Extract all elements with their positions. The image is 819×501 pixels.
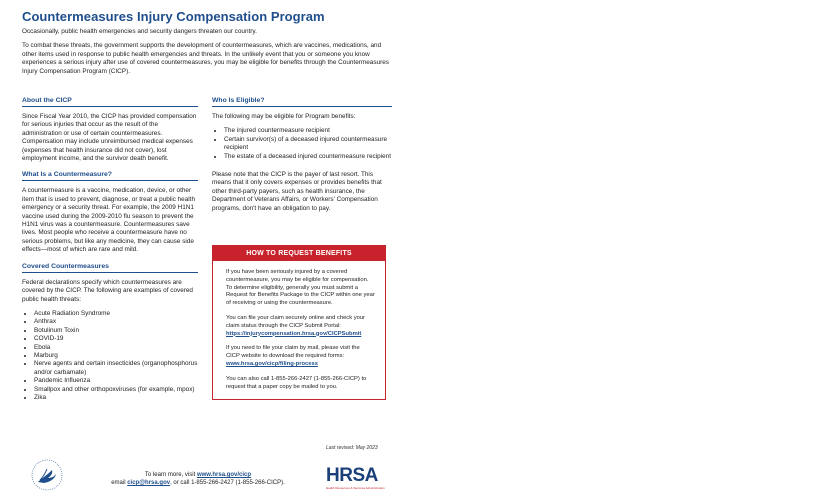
- hhs-eagle-logo: [30, 458, 64, 492]
- covered-list: [22, 310, 198, 402]
- eligible-text: The following may be eligible for Program benefits:: [212, 113, 356, 120]
- list-item: • Certain survivor(s) of a deceased injured countermeasure recipient: [224, 136, 392, 153]
- list-item: • Ebola: [34, 344, 198, 352]
- list-item: • Acute Radiation Syndrome: [34, 310, 198, 318]
- hrsa-logo: [326, 466, 388, 490]
- what-heading: What Is a Countermeasure?: [22, 171, 198, 181]
- request-paragraph-3: [226, 345, 375, 368]
- covered-text: Federal declarations specify which countermeasures are covered by the CICP. The following are examples of covered public health threats:: [22, 278, 193, 303]
- list-item: • Marburg: [34, 352, 198, 360]
- covered-heading: Covered Countermeasures: [22, 263, 198, 273]
- hrsa-wordmark: HRSA: [326, 465, 378, 486]
- what-text: A countermeasure is a vaccine, medication, device, or other item that is used to prevent, diagnose, or treat a public health emergency or a security threat. For example, the 2009 H1N1 vaccine used during the 2009-2010 flu season to prevent the H1N1 virus was a countermeasure. Countermeasures save lives. Most people who receive a countermeasure have no serious problems, but like any medicine, they can cause side effects—most of which are rare and mild.: [22, 187, 196, 254]
- request-heading: HOW TO REQUEST BENEFITS: [213, 246, 385, 261]
- eligible-heading: Who Is Eligible?: [212, 97, 392, 107]
- request-paragraph-4: You can also call 1-855-266-2427 (1-855-266-CICP) to request that a paper copy be mailed to you.: [226, 375, 367, 390]
- eligible-list: [212, 127, 392, 161]
- request-benefits-box: [212, 245, 386, 400]
- list-item: • Smallpox and other orthopoxviruses (for example, mpox): [34, 386, 198, 394]
- list-item: • Botulinum Toxin: [34, 327, 198, 335]
- request-p2-text: You can file your claim securely online and check your claim status through the CICP Submit Portal:: [226, 314, 365, 329]
- email-suffix: , or call 1-855-266-2427 (1-855-266-CICP).: [170, 480, 285, 486]
- footer: [0, 458, 819, 498]
- page-title: Countermeasures Injury Compensation Program: [22, 9, 325, 24]
- list-item: • Pandemic Influenza: [34, 377, 198, 385]
- list-item: • The estate of a deceased injured countermeasure recipient: [224, 153, 392, 161]
- email-link[interactable]: cicp@hrsa.gov: [127, 480, 171, 486]
- learn-more-text: [103, 471, 293, 487]
- eligible-note: Please note that the CICP is the payer of last resort. This means that it only covers expenses or provides benefits that other third-party payers, such as health insurance, the Department of Veterans Affairs, or Workers' Compensation programs, don't have an obligation to pay.: [212, 171, 382, 212]
- cicp-submit-link[interactable]: https://injurycompensation.hrsa.gov/CICPSubmit: [226, 330, 362, 337]
- about-heading: About the CICP: [22, 97, 198, 107]
- about-text: Since Fiscal Year 2010, the CICP has provided compensation for serious injuries that occur as the result of the administration or use of certain countermeasures. Compensation may include unreimbursed medical expenses (expenses that health insurance did not cover), lost employment income, and the survivor death benefit.: [22, 113, 197, 163]
- list-item: • The injured countermeasure recipient: [224, 127, 392, 135]
- flyer-content: [22, 9, 392, 401]
- left-column: [22, 97, 198, 402]
- intro-paragraph: To combat these threats, the government supports the development of countermeasures, which are vaccines, medications, and other items used in response to public health emergencies and threats. In the unlikely event that you or someone you know experiences a serious injury after use of covered countermeasures, you may be eligible for benefits through the Countermeasures Injury Compensation Program (CICP).: [22, 42, 389, 75]
- request-p3-text: If you need to file your claim by mail, please visit the CICP website to download the required forms:: [226, 345, 360, 360]
- learn-prefix: To learn more, visit: [144, 472, 197, 478]
- list-item: • Nerve agents and certain insecticides (organophosphorus and/or carbamate): [34, 360, 198, 377]
- list-item: • Anthrax: [34, 318, 198, 326]
- request-body: [213, 261, 385, 399]
- cicp-website-link[interactable]: www.hrsa.gov/cicp: [196, 472, 252, 478]
- request-paragraph-1: If you have been seriously injured by a covered countermeasure, you may be eligible for compensation. To determine eligibility, generally you must submit a Request for Benefits Package to the CICP within one year of receiving or using the countermeasure.: [226, 269, 375, 307]
- subtitle: Occasionally, public health emergencies and security dangers threaten our country.: [22, 28, 257, 35]
- email-prefix: email: [111, 480, 128, 486]
- filing-process-link[interactable]: www.hrsa.gov/cicp/filing-process: [226, 360, 318, 367]
- request-paragraph-2: [226, 315, 375, 338]
- last-revised: Last revised: May 2023: [326, 445, 378, 451]
- list-item: • COVID-19: [34, 335, 198, 343]
- right-column: [212, 97, 392, 213]
- hrsa-tagline: Health Resources & Services Administration: [326, 486, 385, 490]
- list-item: • Zika: [34, 394, 198, 402]
